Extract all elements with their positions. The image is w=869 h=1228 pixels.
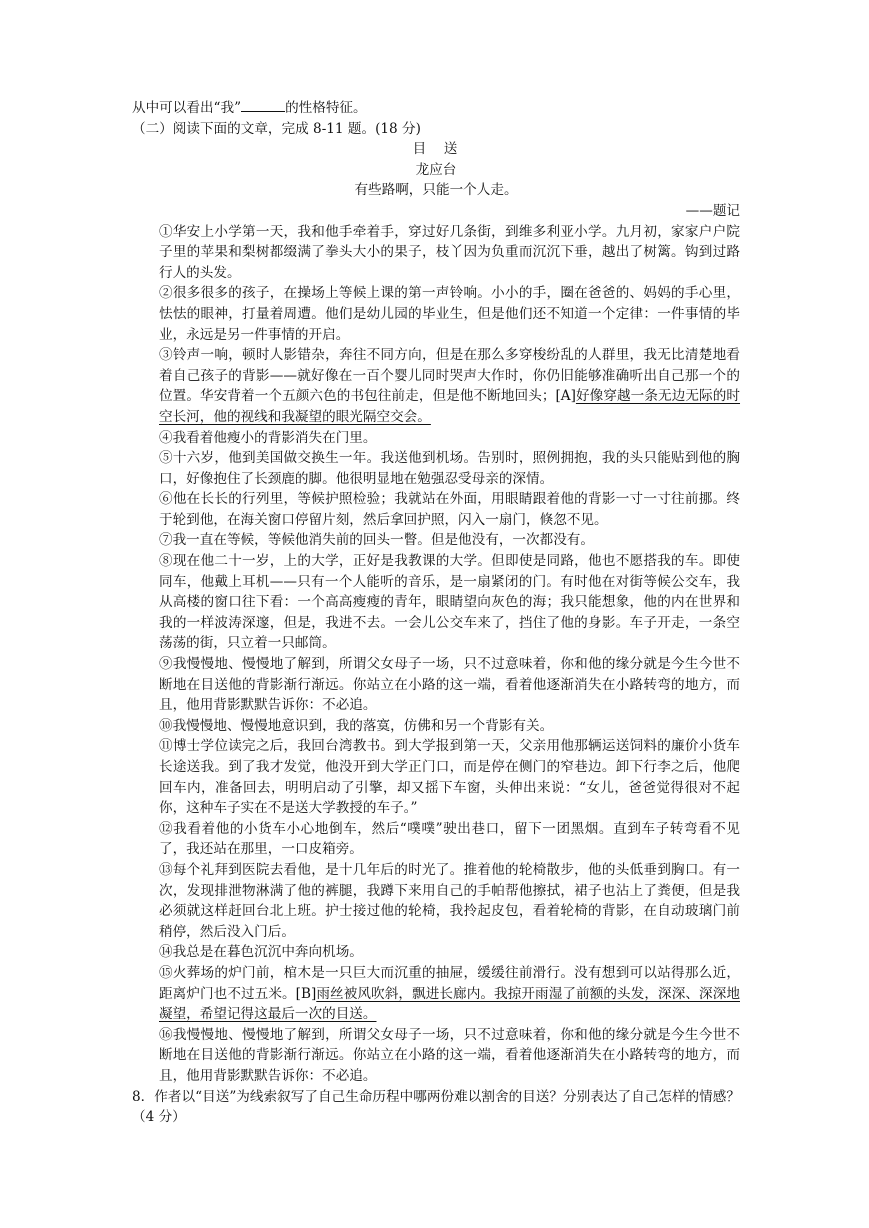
answer-blank[interactable] [241,99,285,112]
underlined-sentence-b: 雨丝被风吹斜，飘进长廊内。我掠开雨湿了前额的头发，深深、深深地凝望，希望记得这最后一次的目送。 [159,985,740,1023]
section-heading: （二）阅读下面的文章，完成 8-11 题。(18 分) [132,120,421,137]
intro-text-before: 从中可以看出“我” [132,100,242,116]
underlined-sentence-a: 好像穿越一条无边无际的时空长河，他的视线和我凝望的眼光隔空交会。 [159,388,741,425]
paragraph-5: ⑤十六岁，他到美国做交换生一年。我送他到机场。告别时，照例拥抱，我的头只能贴到他的胸口，好像抱住了长颈鹿的脚。他很明显地在勉强忍受母亲的深情。 [159,450,740,487]
paragraph-15 [132,963,740,1025]
article-body [132,222,740,1128]
paragraph-10: ⑩我慢慢地、慢慢地意识到，我的落寞，仿佛和另一个背影有关。 [159,717,554,734]
paragraph-15-text: ⑮火葬场的炉门前，棺木是一只巨大而沉重的抽屉，缓缓往前滑行。没有想到可以站得那么近，距离炉门也不过五米。[B] [159,964,740,1002]
article-author: 龙应台 [415,161,457,178]
paragraph-11: ⑪博士学位读完之后，我回台湾教书。到大学报到第一天，父亲用他那辆运送饲料的廉价小货车长途送我。到了我才发觉，他没开到大学正门口，而是停在侧门的窄巷边。卸下行李之后，他爬回车内，准备回去，明明启动了引擎，却又摇下车窗，头伸出来说：“女儿，爸爸觉得很对不起你，这种车子实在不是送大学教授的车子。” [159,738,740,817]
paragraph-16: ⑯我慢慢地、慢慢地了解到，所谓父女母子一场，只不过意味着，你和他的缘分就是今生今世不断地在目送他的背影渐行渐远。你站立在小路的这一端，看着他逐渐消失在小路转弯的地方，而且，他用背影默默告诉你：不必追。 [159,1026,740,1084]
paragraph-4: ④我看着他瘦小的背影消失在门里。 [159,429,377,446]
article-epigraph: 有些路啊，只能一个人走。 [354,182,518,199]
paragraph-3-text: ③铃声一响，顿时人影错杂，奔往不同方向，但是在那么多穿梭纷乱的人群里，我无比清楚地看着自己孩子的背影——就好像在一百个婴儿同时哭声大作时，你仍旧能够准确听出自己那一个的位置。华安背着一个五颜六色的书包往前走，但是他不断地回头；[A] [159,347,740,405]
intro-line [132,98,740,119]
paragraph-9: ⑨我慢慢地、慢慢地了解到，所谓父女母子一场，只不过意味着，你和他的缘分就是今生今世不断地在目送他的背影渐行渐远。你站立在小路的这一端，看着他逐渐消失在小路转弯的地方，而且，他用背影默默告诉你：不必追。 [159,656,740,714]
document-page [132,98,740,1128]
question-8: 8．作者以“目送”为线索叙写了自己生命历程中哪两份难以割舍的目送？分别表达了自己怎样的情感？（4 分） [132,1088,740,1126]
article-title: 目 送 [412,141,460,158]
paragraph-6: ⑥他在长长的行列里，等候护照检验；我就站在外面，用眼睛跟着他的背影一寸一寸往前挪。终于轮到他，在海关窗口停留片刻，然后拿回护照，闪入一扇门，倏忽不见。 [159,491,740,528]
intro-text-after: 的性格特征。 [285,100,367,116]
paragraph-13: ⑬每个礼拜到医院去看他，是十几年后的时光了。推着他的轮椅散步，他的头低垂到胸口。有一次，发现排泄物淋满了他的裤腿，我蹲下来用自己的手帕帮他擦拭，裙子也沾上了粪便，但是我必须就这样赶回台北上班。护士接过他的轮椅，我拎起皮包，看着轮椅的背影，在自动玻璃门前稍停，然后没入门后。 [159,861,740,940]
paragraph-12: ⑫我看着他的小货车小心地倒车，然后“噗噗”驶出巷口，留下一团黑烟。直到车子转弯看不见了，我还站在那里，一口皮箱旁。 [159,820,740,858]
paragraph-1: ①华安上小学第一天，我和他手牵着手，穿过好几条街，到维多利亚小学。九月初，家家户户院子里的苹果和梨树都缀满了拳头大小的果子，枝丫因为负重而沉沉下垂，越出了树篱。钩到过路行人的头发。 [159,223,740,281]
epigraph-source: ——题记 [685,202,740,219]
paragraph-2: ②很多很多的孩子，在操场上等候上课的第一声铃响。小小的手，圈在爸爸的、妈妈的手心里，怯怯的眼神，打量着周遭。他们是幼儿园的毕业生，但是他们还不知道一个定律：一件事情的毕业，永远是另一件事情的开启。 [159,285,740,343]
paragraph-7: ⑦我一直在等候，等候他消失前的回头一瞥。但是他没有，一次都没有。 [159,532,594,549]
paragraph-14: ⑭我总是在暮色沉沉中奔向机场。 [159,944,363,961]
paragraph-8: ⑧现在他二十一岁，上的大学，正好是我教课的大学。但即使是同路，他也不愿搭我的车。即使同车，他戴上耳机——只有一个人能听的音乐，是一扇紧闭的门。有时他在对街等候公交车，我从高楼的窗口往下看：一个高高瘦瘦的青年，眼睛望向灰色的海；我只能想象，他的内在世界和我的一样波涛深邃，但是，我进不去。一会儿公交车来了，挡住了他的身影。车子开走，一条空荡荡的街，只立着一只邮筒。 [159,553,740,652]
paragraph-3 [132,345,740,427]
